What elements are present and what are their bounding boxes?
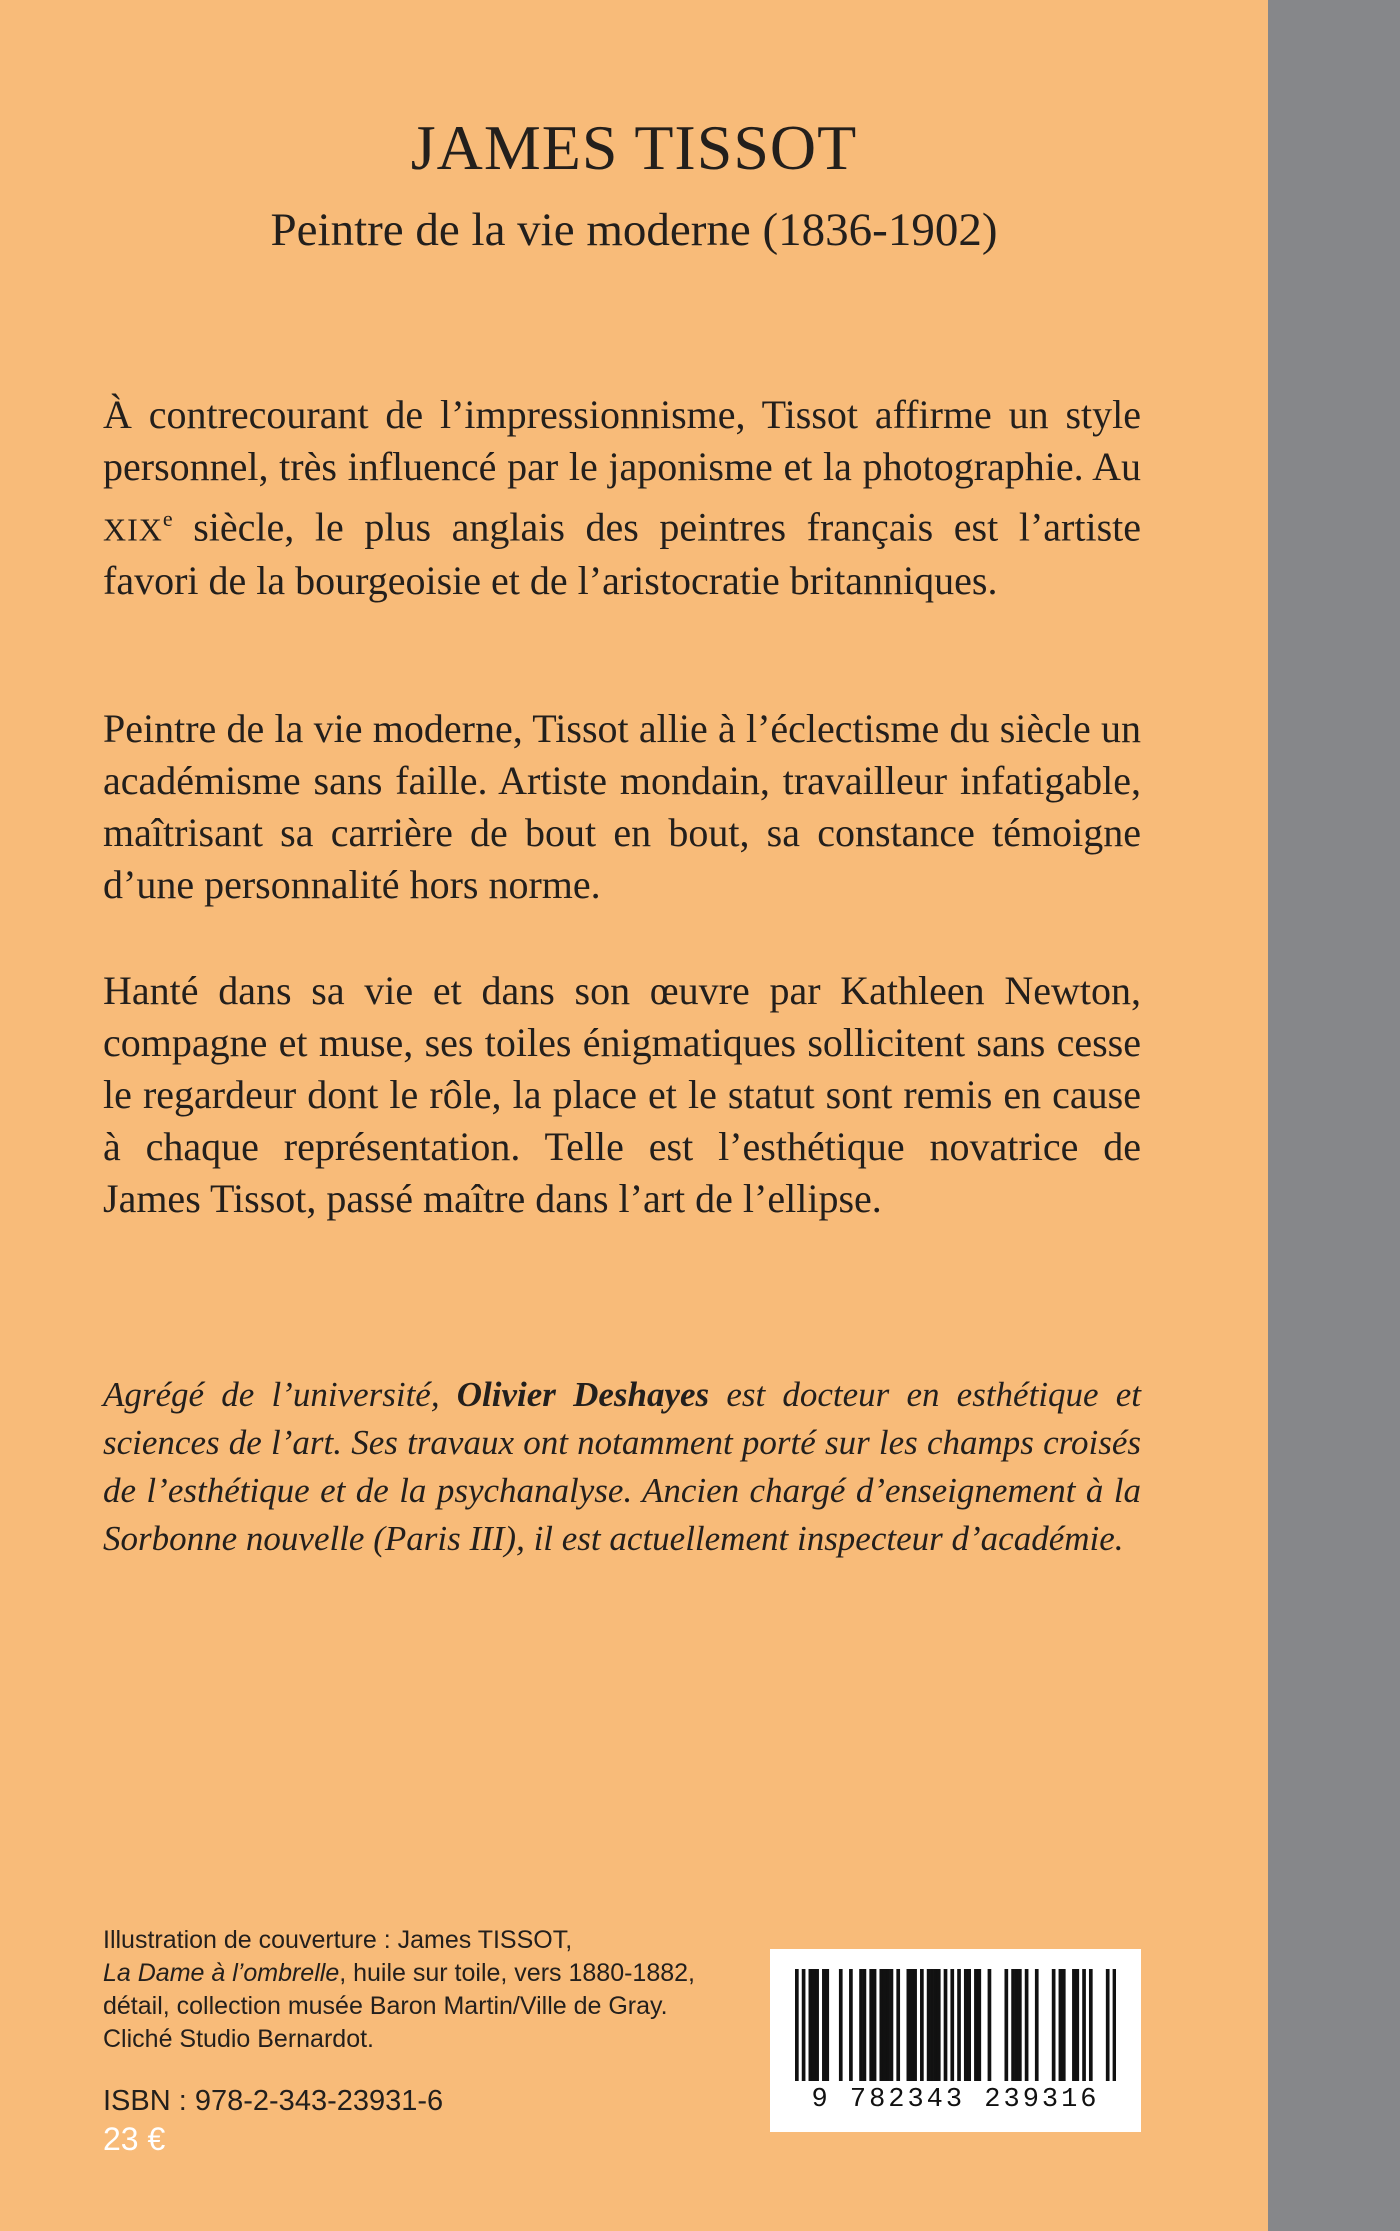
barcode-bar xyxy=(890,1969,894,2081)
price-label: 23 € xyxy=(103,2121,166,2157)
barcode-bar xyxy=(1018,1969,1022,2081)
barcode-bar xyxy=(869,1969,873,2081)
barcode-bar xyxy=(913,1969,917,2081)
barcode-bar xyxy=(1052,1969,1056,2081)
barcode-bar xyxy=(879,1969,883,2081)
barcode-bar xyxy=(964,1969,968,2081)
book-subtitle: Peintre de la vie moderne (1836-1902) xyxy=(270,204,998,256)
blurb-p1-part-a: À contrecourant de l’impressionnisme, Tissot affirme un style personnel, très influencé par le japonisme et la photographie. Au xyxy=(103,392,1141,489)
barcode-bar xyxy=(886,1969,890,2081)
barcode-bar xyxy=(795,1969,799,2081)
blurb-paragraph-2: Peintre de la vie moderne, Tissot allie à l’éclectisme du siècle un académisme sans faille. Artiste mondain, travailleur infatigable, maîtrisant sa carrière de bout en bout, sa constance témoigne d’une personnalité hors norme. xyxy=(103,706,1141,907)
barcode-bar xyxy=(802,1969,806,2081)
barcode-bar xyxy=(1113,1969,1116,2081)
barcode-bar xyxy=(1062,1969,1066,2081)
barcode-bar xyxy=(920,1969,924,2081)
century-numeral: XIX xyxy=(103,511,163,548)
bio-before: Agrégé de l’université, xyxy=(103,1375,457,1414)
barcode-bar xyxy=(967,1969,971,2081)
barcode-bar xyxy=(849,1969,853,2081)
barcode-bar xyxy=(825,1969,829,2081)
barcode-bar xyxy=(910,1969,914,2081)
barcode-bar xyxy=(1089,1969,1093,2081)
barcode-bar xyxy=(822,1969,826,2081)
barcode-bar xyxy=(883,1969,887,2081)
credits-line-2: , huile sur toile, vers 1880-1882, détail, collection musée Baron Martin/Ville de Gray. Cliché Studio Bernardot. xyxy=(103,1959,695,2053)
barcode-bar xyxy=(937,1969,941,2081)
barcode-bar xyxy=(930,1969,934,2081)
barcode-bar xyxy=(873,1969,877,2081)
barcode-bar xyxy=(950,1969,954,2081)
barcode-bar xyxy=(863,1969,867,2081)
century-superscript: e xyxy=(162,506,173,531)
barcode-bar xyxy=(934,1969,938,2081)
blurb-paragraph-1 xyxy=(103,389,1141,607)
barcode-bar xyxy=(944,1969,948,2081)
barcode-bar xyxy=(988,1969,992,2081)
barcode-bar xyxy=(907,1969,911,2081)
spine-strip xyxy=(1268,0,1400,2231)
artwork-title: La Dame à l’ombrelle xyxy=(103,1959,340,1987)
barcode-bar xyxy=(809,1969,813,2081)
isbn-label: ISBN : 978-2-343-23931-6 xyxy=(103,2085,444,2117)
barcode-bar xyxy=(1106,1969,1110,2081)
barcode-bar xyxy=(1035,1969,1039,2081)
barcode-icon xyxy=(795,1969,1116,2081)
barcode-bar xyxy=(927,1969,931,2081)
illustration-credits xyxy=(103,1924,743,2056)
barcode-bar xyxy=(1075,1969,1079,2081)
author-bio xyxy=(103,1371,1141,1563)
barcode-bar xyxy=(896,1969,900,2081)
author-name: Olivier Deshayes xyxy=(456,1375,710,1414)
barcode-bar xyxy=(1082,1969,1086,2081)
barcode-panel xyxy=(770,1949,1141,2132)
book-title: JAMES TISSOT xyxy=(410,112,858,183)
barcode-bar xyxy=(1011,1969,1015,2081)
credits-line-1: Illustration de couverture : James TISSOT, xyxy=(103,1926,573,1954)
barcode-bar xyxy=(977,1969,981,2081)
barcode-bar xyxy=(957,1969,961,2081)
barcode-bar xyxy=(1059,1969,1063,2081)
barcode-bar xyxy=(1004,1969,1008,2081)
blurb-paragraph-3: Hanté dans sa vie et dans son œuvre par Kathleen Newton, compagne et muse, ses toiles énigmatiques sollicitent sans cesse le regardeur dont le rôle, la place et le statut sont remis en cause à chaque représentation. Telle est l’esthétique novatrice de James Tissot, passé maître dans l’art de l’ellipse. xyxy=(103,968,1141,1221)
barcode-bar xyxy=(1025,1969,1029,2081)
barcode-bar xyxy=(859,1969,863,2081)
barcode-digits: 9 782343 239316 xyxy=(811,2085,1100,2115)
bio-after: est docteur en esthétique et sciences de l’art. Ses travaux ont notamment porté sur les champs croisés de l’esthétique et de la psychanalyse. Ancien chargé d’enseignement à la Sorbonne nouvelle (Paris III), il est actuellement inspecteur d’académie. xyxy=(103,1375,1141,1558)
barcode-bar xyxy=(1015,1969,1019,2081)
barcode-bar xyxy=(974,1969,978,2081)
barcode-bar xyxy=(839,1969,843,2081)
blurb-p1-part-b: siècle, le plus anglais des peintres français est l’artiste favori de la bourgeoisie et de l’aristocratie britanniques. xyxy=(103,504,1141,604)
barcode-bar xyxy=(815,1969,819,2081)
barcode-bar xyxy=(1072,1969,1076,2081)
barcode-bar xyxy=(812,1969,816,2081)
